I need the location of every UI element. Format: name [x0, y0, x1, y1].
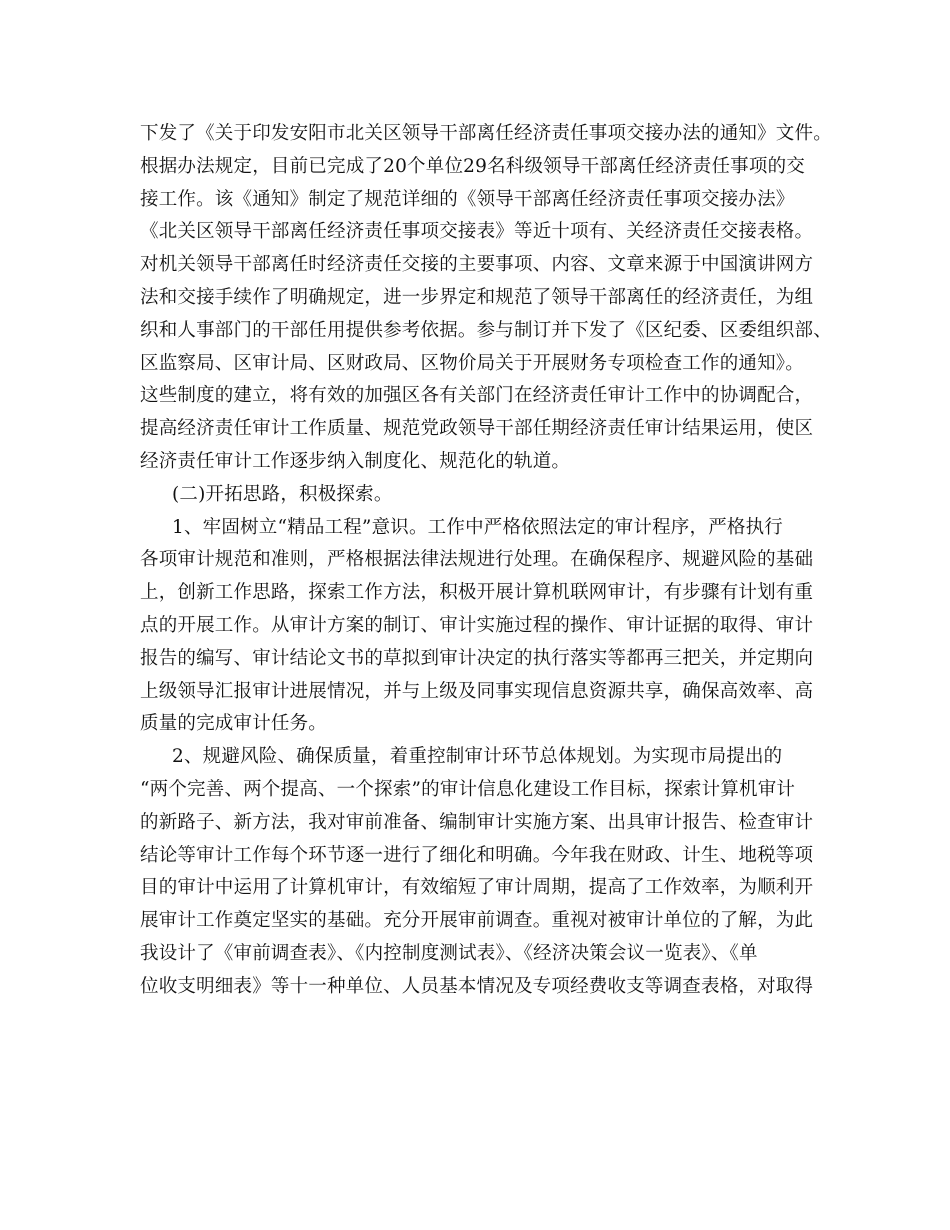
document-body — [140, 118, 832, 1004]
text-line: 上级领导汇报审计进展情况，并与上级及同事实现信息资源共享，确保高效率、高 — [140, 680, 814, 702]
text-line: 质量的完成审计任务。 — [140, 713, 328, 735]
text-line: 1、牢固树立“精品工程”意识。工作中严格依照法定的审计程序，严格执行 — [172, 516, 783, 538]
text-line: 法和交接手续作了明确规定，进一步界定和规范了领导干部离任的经济责任，为组 — [140, 286, 814, 308]
text-line: 下发了《关于印发安阳市北关区领导干部离任经济责任事项交接办法的通知》文件。 — [140, 123, 832, 144]
text-line: 结论等审计工作每个环节逐一进行了细化和明确。今年我在财政、计生、地税等项 — [140, 844, 814, 866]
text-line: 织和人事部门的干部任用提供参考依据。参与制订并下发了《区纪委、区委组织部、 — [140, 319, 832, 341]
text-line: 这些制度的建立，将有效的加强区各有关部门在经济责任审计工作中的协调配合， — [140, 385, 814, 407]
text-line: 2、规避风险、确保质量，着重控制审计环节总体规划。为实现市局提出的 — [172, 746, 783, 768]
text-line: 区监察局、区审计局、区财政局、区物价局关于开展财务专项检查工作的通知》。 — [140, 352, 804, 374]
text-line: 提高经济责任审计工作质量、规范党政领导干部任期经济责任审计结果运用，使区 — [140, 418, 814, 440]
text-line: 我设计了《审前调查表》、《内控制度测试表》、《经济决策会议一览表》、《单 — [140, 942, 758, 964]
text-line: 位收支明细表》等十一种单位、人员基本情况及专项经费收支等调查表格，对取得 — [140, 975, 814, 997]
text-line: 经济责任审计工作逐步纳入制度化、规范化的轨道。 — [140, 450, 571, 472]
text-line: 点的开展工作。从审计方案的制订、审计实施过程的操作、审计证据的取得、审计 — [140, 614, 814, 636]
text-line: 各项审计规范和准则，严格根据法律法规进行处理。在确保程序、规避风险的基础 — [140, 549, 814, 571]
text-line: 对机关领导干部离任时经济责任交接的主要事项、内容、文章来源于中国演讲网方 — [140, 254, 814, 276]
text-line: 上，创新工作思路，探索工作方法，积极开展计算机联网审计，有步骤有计划有重 — [140, 582, 814, 604]
text-line: (二)开拓思路，积极探索。 — [172, 483, 393, 505]
text-line: 目的审计中运用了计算机审计，有效缩短了审计周期，提高了工作效率，为顺利开 — [140, 877, 814, 899]
text-line: 接工作。该《通知》制定了规范详细的《领导干部离任经济责任事项交接办法》 — [140, 188, 795, 210]
text-line: “两个完善、两个提高、一个探索”的审计信息化建设工作目标，探索计算机审计 — [140, 778, 796, 800]
text-line: 的新路子、新方法，我对审前准备、编制审计实施方案、出具审计报告、检查审计 — [140, 811, 814, 833]
text-line: 展审计工作奠定坚实的基础。充分开展审前调查。重视对被审计单位的了解，为此 — [140, 910, 814, 932]
text-line: 报告的编写、审计结论文书的草拟到审计决定的执行落实等都再三把关，并定期向 — [140, 647, 814, 669]
text-line: 根据办法规定，目前已完成了20个单位29名科级领导干部离任经济责任事项的交 — [140, 155, 805, 177]
text-line: 《北关区领导干部离任经济责任事项交接表》等近十项有、关经济责任交接表格。 — [140, 221, 814, 243]
